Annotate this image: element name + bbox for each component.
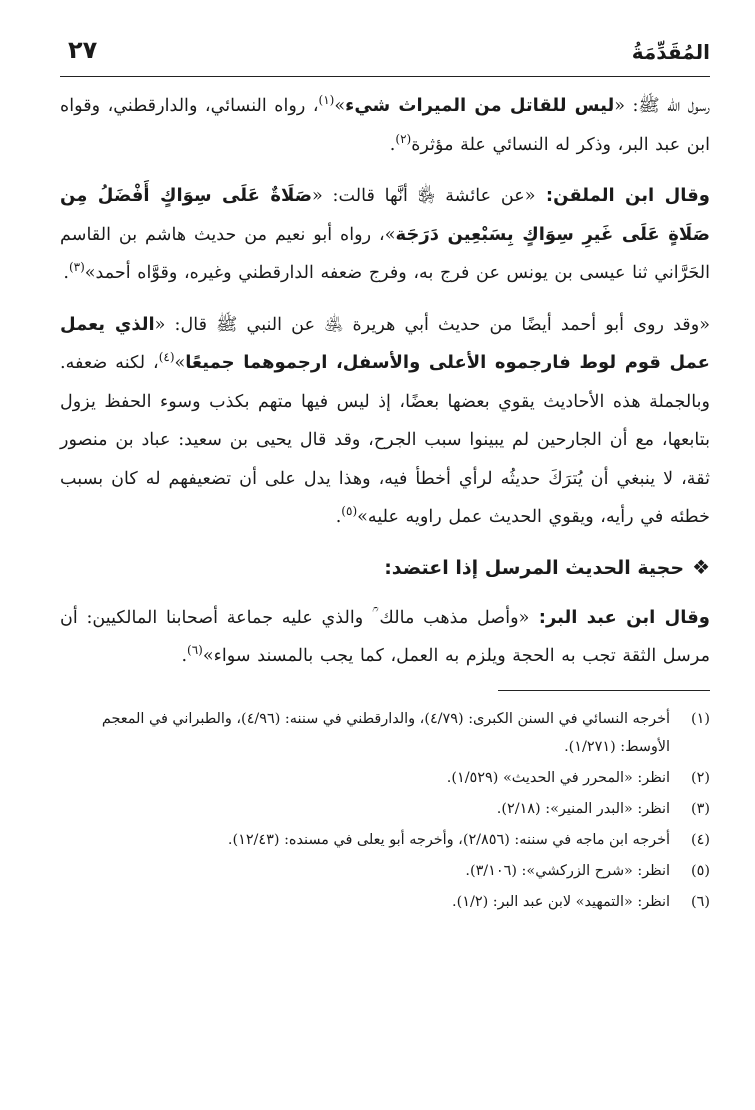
footnote-item	[60, 888, 710, 916]
section-heading	[60, 550, 710, 585]
text-span: رسول الله ﷺ: «	[614, 96, 710, 116]
text-span: .	[63, 263, 69, 283]
footnote-text: أخرجه ابن ماجه في سننه: (٢/٨٥٦)، وأخرجه أبو يعلى في مسنده: (١٢/٤٣).	[227, 831, 670, 848]
bold-text: ليس للقاتل من الميراث شيء	[345, 95, 615, 116]
footnote-number: (١)	[691, 710, 710, 727]
footnote-ref: (٢)	[395, 131, 412, 146]
text-span: «عن عائشة ﵂ أنَّها قالت: «	[312, 186, 536, 206]
text-span: ، لكنه ضعفه. وبالجملة هذه الأحاديث يقوي بعضها بعضًا، إذ ليس فيها متهم بكذب وسوء الحفظ يزول بتابعها، مع أن الجارحين لم يبينوا سبب الجرح، وقد قال يحيى بن سعيد: عباد بن منصور ثقة، لا ينبغي أن يُترَكَ حديثُه لرأي أخطأ فيه، وهذا يدل على أن تضعيفهم له كان بسبب خطئه في رأيه، ويقوي الحديث عمل راويه عليه»	[60, 353, 710, 527]
footnote-item	[60, 705, 710, 761]
footnote-ref: (١)	[318, 93, 335, 108]
footnotes-list	[60, 705, 710, 916]
footnote-text: انظر: «التمهيد» لابن عبد البر: (١/٢).	[452, 893, 670, 910]
footnote-item	[60, 764, 710, 792]
footnote-number: (٤)	[691, 831, 710, 848]
footnote-ref: (٤)	[158, 350, 175, 365]
bold-text: وقال ابن عبد البر:	[529, 606, 710, 628]
paragraph	[60, 177, 710, 293]
footnote-number: (٣)	[691, 800, 710, 817]
footnote-text: أخرجه النسائي في السنن الكبرى: (٤/٧٩)، والدارقطني في سننه: (٤/٩٦)، والطبراني في المعجم الأوسط: (١/٢٧١).	[101, 710, 670, 755]
text-span: »، رواه أبو نعيم من حديث هاشم بن القاسم الحَرَّاني ثنا عيسى بن يونس عن فرج به، وفرج ضعفه الدارقطني وغيره، وقوَّاه أحمد»	[60, 224, 710, 283]
footnote-item	[60, 826, 710, 854]
paragraph	[60, 599, 710, 676]
chapter-title: المُقَدِّمَةُ	[631, 40, 710, 64]
footnote-ref: (٦)	[187, 643, 203, 658]
book-page	[60, 30, 710, 919]
footnote-item	[60, 795, 710, 823]
paragraph	[60, 87, 710, 164]
paragraph-group	[60, 599, 710, 676]
bold-text: صَلَاةٌ عَلَى سِوَاكٍ أَفْضَلُ مِن صَلَاةٍ عَلَى غَيرِ سِوَاكٍ بِسَبْعِين دَرَجَة	[60, 185, 710, 245]
main-text	[60, 87, 710, 676]
footnote-number: (٦)	[691, 893, 710, 910]
text-span: .	[335, 507, 342, 527]
text-span: »	[174, 353, 186, 373]
bold-text: وقال ابن الملقن:	[535, 185, 710, 206]
bold-text: الذي يعمل عمل قوم لوط فارجموه الأعلى والأسفل، ارجموهما جميعًا	[60, 313, 710, 373]
footnote-ref: (٥)	[341, 504, 358, 519]
footnote-text: انظر: «شرح الزركشي»: (٣/١٠٦).	[465, 862, 670, 879]
paragraph-group	[60, 87, 710, 537]
page-number: ٢٧	[68, 36, 98, 64]
footnote-number: (٥)	[691, 862, 710, 879]
footnote-item	[60, 857, 710, 885]
paragraph	[60, 306, 710, 537]
footnote-text: انظر: «المحرر في الحديث» (١/٥٢٩).	[446, 769, 670, 786]
footnote-text: انظر: «البدر المنير»: (٢/١٨).	[496, 800, 670, 817]
footnote-ref: (٣)	[68, 260, 85, 275]
text-span: »	[334, 96, 346, 116]
text-span: .	[181, 646, 188, 666]
footnote-divider	[498, 690, 710, 691]
text-span: ، رواه النسائي، والدارقطني، وقواه ابن عبد البر، وذكر له النسائي علة مؤثرة	[60, 96, 710, 155]
text-span: «وأصل مذهب مالك ؒ والذي عليه جماعة أصحابنا المالكيين: أن مرسل الثقة تجب به الحجة ويلزم به العمل، كما يجب بالمسند سواء»	[60, 607, 710, 666]
text-span: .	[389, 134, 396, 155]
text-span: «وقد روى أبو أحمد أيضًا من حديث أبي هريرة ﵁ عن النبي ﷺ قال: «	[154, 314, 710, 335]
footnote-number: (٢)	[691, 769, 710, 786]
diamond-cluster-icon: ❖	[692, 554, 710, 579]
running-header	[60, 30, 710, 77]
section-heading-text: حجية الحديث المرسل إذا اعتضد:	[384, 556, 685, 579]
